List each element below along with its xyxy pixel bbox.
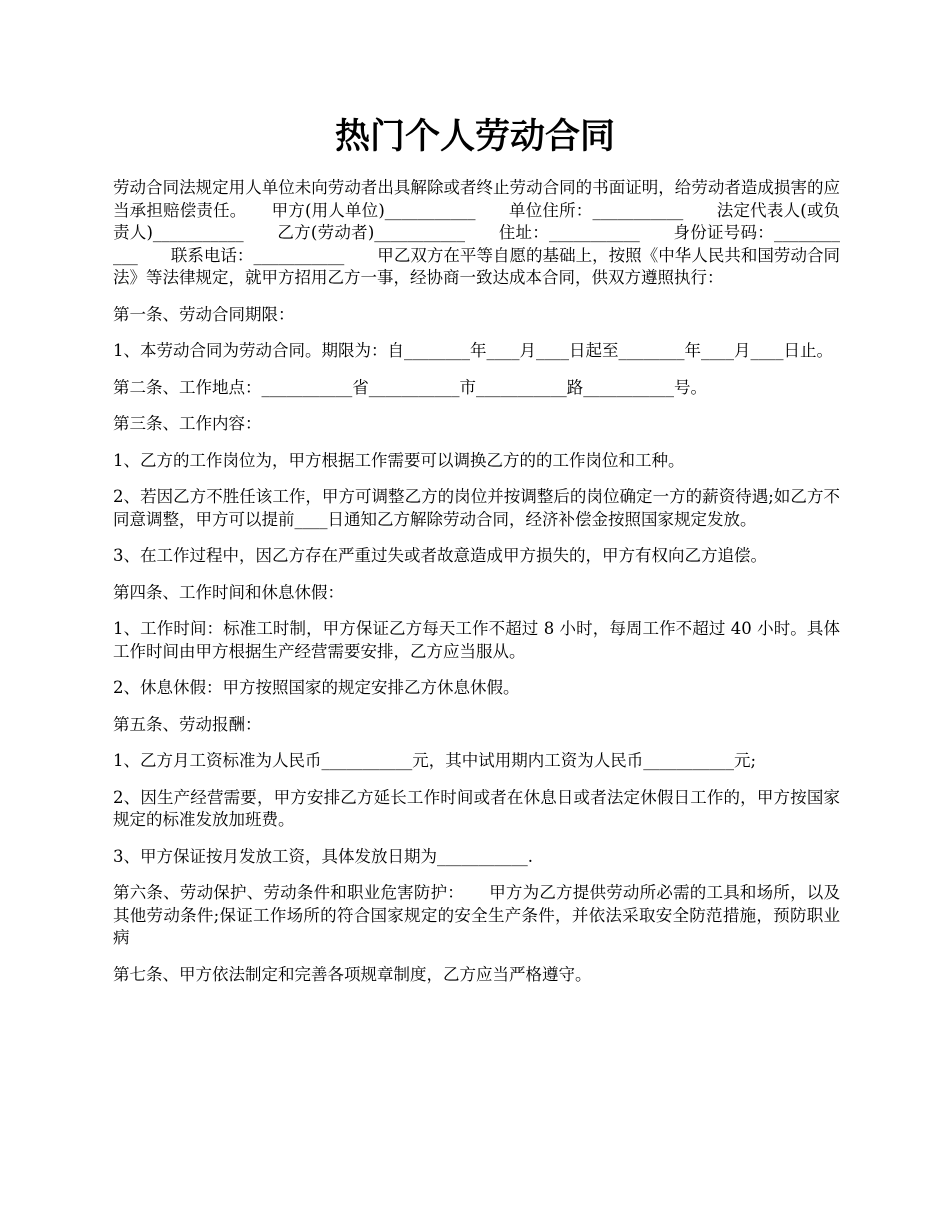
article-3-clause-1: 1、乙方的工作岗位为，甲方根据工作需要可以调换乙方的的工作岗位和工种。 xyxy=(113,450,685,470)
article-5-heading: 第五条、劳动报酬： xyxy=(113,714,262,734)
article-1-heading: 第一条、劳动合同期限： xyxy=(113,304,295,324)
article-2-heading: 第二条、工作地点：___________省___________市___________路___________号。 xyxy=(113,377,707,397)
article-5-clause-3: 3、甲方保证按月发放工资，具体发放日期为___________. xyxy=(113,846,533,866)
article-5-clause-2: 2、因生产经营需要，甲方安排乙方延长工作时间或者在休息日或者法定休假日工作的，甲方按国家规定的标准发放加班费。 xyxy=(113,787,840,829)
article-1-clause-1: 1、本劳动合同为劳动合同。期限为：自________年____月____日起至________年____月____日止。 xyxy=(113,341,833,360)
article-5-clause-1: 1、乙方月工资标准为人民币___________元，其中试用期内工资为人民币___________元; xyxy=(113,751,757,770)
article-6-paragraph: 第六条、劳动保护、劳动条件和职业危害防护： 甲方为乙方提供劳动所必需的工具和场所，以及其他劳动条件;保证工作场所的符合国家规定的安全生产条件，并依法采取安全防范措施，预防职业病 xyxy=(113,883,840,947)
article-4-clause-1: 1、工作时间：标准工时制，甲方保证乙方每天工作不超过 8 小时，每周工作不超过 40 小时。具体工作时间由甲方根据生产经营需要安排，乙方应当服从。 xyxy=(113,619,840,661)
article-3-heading: 第三条、工作内容： xyxy=(113,414,262,433)
intro-paragraph: 劳动合同法规定用人单位未向劳动者出具解除或者终止劳动合同的书面证明，给劳动者造成损害的应当承担赔偿责任。 甲方(用人单位)___________ 单位住所：___________ 法定代表人(或负责人)___________ 乙方(劳动者)___________ 住址：___________ 身份证号码：___________ 联系电话：___________ 甲乙双方在平等自愿的基础上，按照《中华人民共和国劳动合同法》等法律规定，就甲方招用乙方一事，经协商一致达成本合同，供双方遵照执行： xyxy=(113,178,840,287)
document-title: 热门个人劳动合同 xyxy=(334,116,615,157)
article-3-clause-3: 3、在工作过程中，因乙方存在严重过失或者故意造成甲方损失的，甲方有权向乙方追偿。 xyxy=(113,546,767,565)
article-4-clause-2: 2、休息休假：甲方按照国家的规定安排乙方休息休假。 xyxy=(113,678,520,697)
article-4-heading: 第四条、工作时间和休息休假： xyxy=(113,582,344,602)
article-7-paragraph: 第七条、甲方依法制定和完善各项规章制度，乙方应当严格遵守。 xyxy=(113,964,592,984)
article-3-clause-2: 2、若因乙方不胜任该工作，甲方可调整乙方的岗位并按调整后的岗位确定一方的薪资待遇;如乙方不同意调整，甲方可以提前____日通知乙方解除劳动合同，经济补偿金按照国家规定发放。 xyxy=(113,487,840,529)
document-body xyxy=(113,177,840,1000)
